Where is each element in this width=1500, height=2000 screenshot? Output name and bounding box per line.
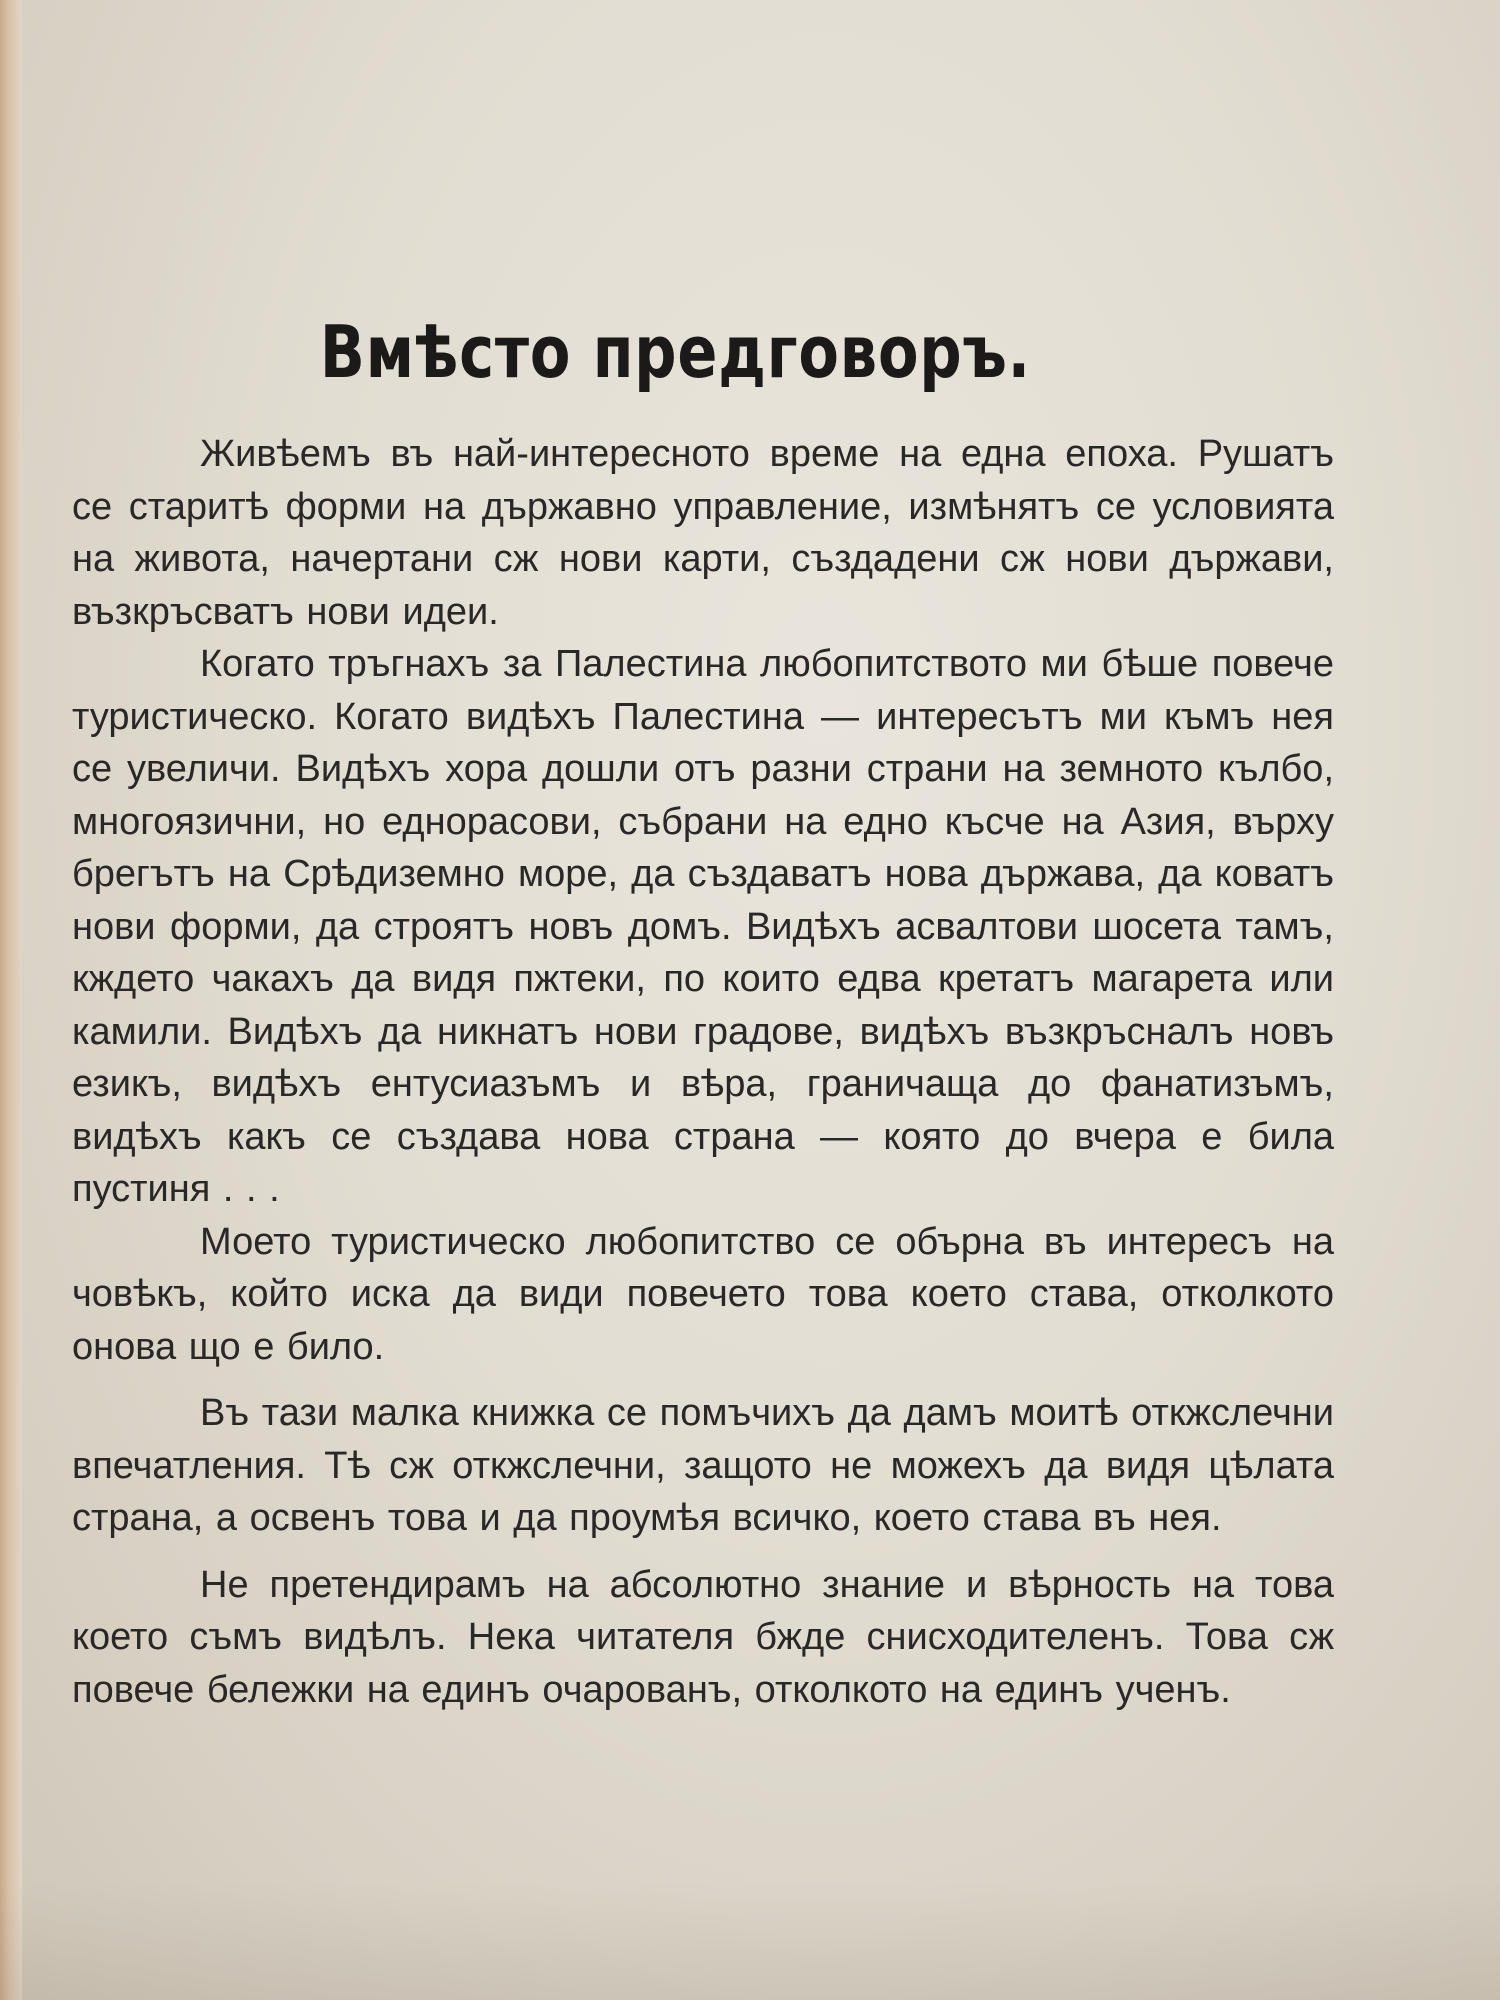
page-title: Вмѣсто предговоръ.: [319, 310, 1031, 395]
paragraph-3: Моето туристическо любопитство се обърна въ интересъ на човѣкъ, който иска да види повечето това което става, отколкото онова що е било.: [72, 1220, 1334, 1368]
body-text: [72, 428, 1334, 1716]
paragraph-1: Живѣемъ въ най-интересното време на една епоха. Рушатъ се старитѣ форми на държавно управление, измѣнятъ се условията на живота, начертани сж нови карти, създадени сж нови държави, възкръсватъ нови идеи.: [72, 433, 1334, 633]
paragraph-5: Не претендирамъ на абсолютно знание и вѣрность на това което съмъ видѣлъ. Нека читателя бжде снисходителенъ. Това сж повече бележки на единъ очарованъ, отколкото на единъ ученъ.: [72, 1563, 1334, 1711]
paragraph-2: Когато тръгнахъ за Палестина любопитството ми бѣше повече туристическо. Когато видѣхъ Палестина — интересътъ ми къмъ нея се увеличи. Видѣхъ хора дошли отъ разни страни на земното кълбо, многоязични, но еднорасови, събрани на едно късче на Азия, върху брегътъ на Срѣдиземно море, да създаватъ нова държава, да коватъ нови форми, да строятъ новъ домъ. Видѣхъ асвалтови шосета тамъ, кждето чакахъ да видя пжтеки, по които едва кретатъ магарета или камили. Видѣхъ да никнатъ нови градове, видѣхъ възкръсналъ новъ езикъ, видѣхъ ентусиазъмъ и вѣра, граничаща до фанатизъмъ, видѣхъ какъ се създава нова страна — която до вчера е била пустиня . . .: [72, 643, 1334, 1210]
page-binding-edge: [0, 0, 22, 2000]
page-bottom-shadow: [0, 1880, 1500, 2000]
paragraph-4: Въ тази малка книжка се помъчихъ да дамъ моитѣ откжслечни впечатления. Тѣ сж откжслечни, защото не можехъ да видя цѣлата страна, а освенъ това и да проумѣя всичко, което става въ нея.: [72, 1392, 1334, 1539]
